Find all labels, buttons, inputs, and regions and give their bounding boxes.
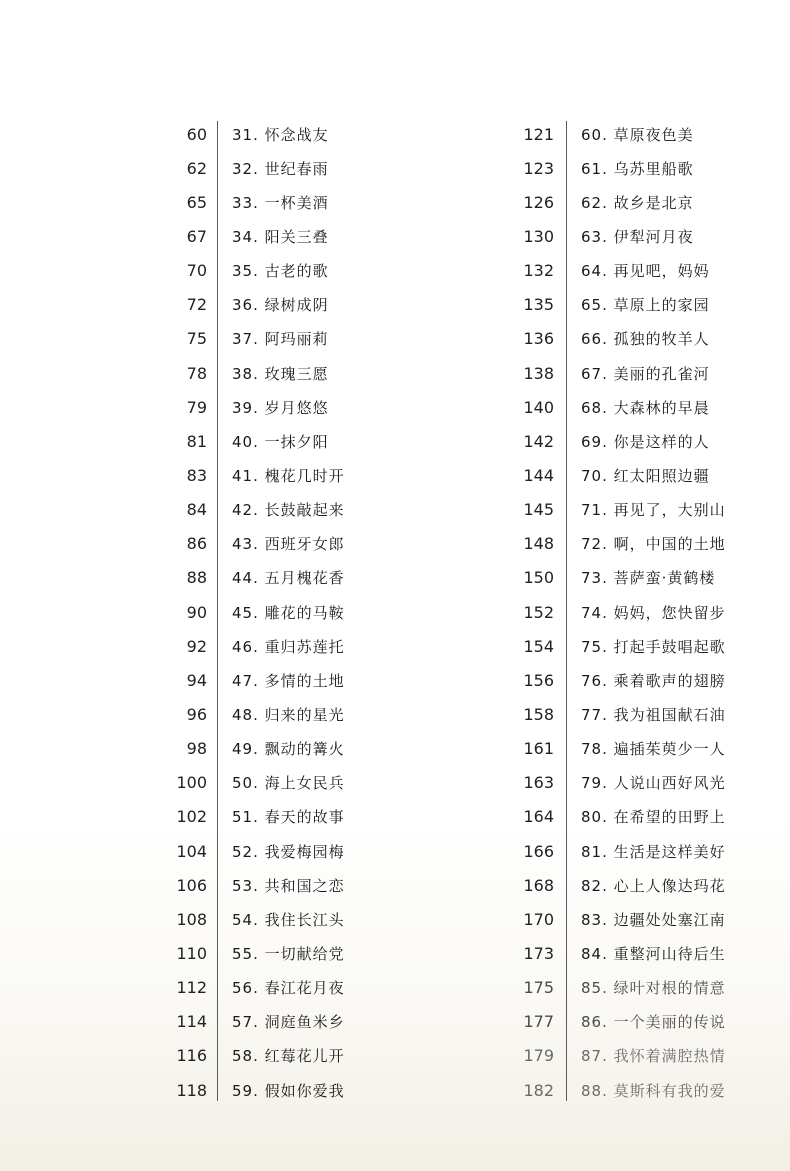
toc-entry [160,219,420,253]
song-title: 59. 假如你爱我 [232,1081,345,1100]
page-number: 140 [523,397,554,417]
song-title: 35. 古老的歌 [232,262,329,281]
page-number: 130 [523,226,554,246]
toc-entry [500,1039,760,1073]
song-title: 79. 人说山西好风光 [581,774,726,793]
song-title: 45. 雕花的马鞍 [232,603,345,622]
page-number: 92 [186,636,207,656]
page-number: 110 [176,943,207,963]
page-number: 78 [186,363,207,383]
song-title: 71. 再见了，大别山 [581,501,726,520]
song-title: 81. 生活是这样美好 [581,842,726,861]
song-title: 77. 我为祖国献石油 [581,705,726,724]
toc-entry [500,458,760,492]
song-title: 37. 阿玛丽莉 [232,330,329,349]
page-number: 161 [523,739,554,759]
toc-entry [500,663,760,697]
song-title: 67. 美丽的孔雀河 [581,364,710,383]
song-title: 39. 岁月悠悠 [232,398,329,417]
toc-entry [500,356,760,390]
page-number: 84 [186,500,207,520]
song-title: 34. 阳关三叠 [232,227,329,246]
toc-entry [160,185,420,219]
song-title: 38. 玫瑰三愿 [232,364,329,383]
song-title: 66. 孤独的牧羊人 [581,330,710,349]
song-title: 70. 红太阳照边疆 [581,466,710,485]
page-number: 102 [176,807,207,827]
toc-column-left [160,117,420,1107]
page-number: 166 [523,841,554,861]
toc-entry [500,595,760,629]
song-title: 63. 伊犁河月夜 [581,227,694,246]
song-title: 60. 草原夜色美 [581,125,694,144]
song-title: 55. 一切献给党 [232,944,345,963]
toc-entry [500,834,760,868]
page-number: 135 [523,295,554,315]
song-title: 56. 春江花月夜 [232,979,345,998]
page-number: 98 [186,739,207,759]
toc-entry [160,322,420,356]
page-number: 175 [523,978,554,998]
toc-entry [500,629,760,663]
page-number: 158 [523,704,554,724]
page-number: 96 [186,704,207,724]
toc-entry [160,561,420,595]
toc-entry [160,595,420,629]
page-number: 173 [523,943,554,963]
song-title: 61. 乌苏里船歌 [581,159,694,178]
page-number: 132 [523,261,554,281]
song-title: 69. 你是这样的人 [581,432,710,451]
toc-entry [160,971,420,1005]
song-title: 41. 槐花几时开 [232,466,345,485]
toc-entry [160,663,420,697]
page-number: 126 [523,192,554,212]
toc-entry [160,902,420,936]
song-title: 33. 一杯美酒 [232,193,329,212]
toc-entry [500,732,760,766]
song-title: 58. 红莓花儿开 [232,1047,345,1066]
toc-entry [160,151,420,185]
song-title: 85. 绿叶对根的情意 [581,979,726,998]
song-title: 47. 多情的土地 [232,671,345,690]
toc-entry [160,1039,420,1073]
page-number: 70 [186,261,207,281]
toc-entry [160,800,420,834]
toc-entry [500,424,760,458]
song-title: 57. 洞庭鱼米乡 [232,1013,345,1032]
page-number: 182 [523,1080,554,1100]
song-title: 46. 重归苏莲托 [232,637,345,656]
song-title: 88. 莫斯科有我的爱 [581,1081,726,1100]
toc-entry [160,834,420,868]
song-title: 54. 我住长江头 [232,910,345,929]
page-number: 62 [186,158,207,178]
page-number: 86 [186,534,207,554]
song-title: 74. 妈妈，您快留步 [581,603,726,622]
toc-entry [500,766,760,800]
toc-entry [500,117,760,151]
page-number: 79 [186,397,207,417]
toc-entry [500,902,760,936]
page-number: 148 [523,534,554,554]
song-title: 73. 菩萨蛮·黄鹤楼 [581,569,716,588]
song-title: 64. 再见吧，妈妈 [581,262,710,281]
page-number: 156 [523,670,554,690]
song-title: 76. 乘着歌声的翅膀 [581,671,726,690]
toc-entry [500,800,760,834]
toc-entry [500,868,760,902]
song-title: 51. 春天的故事 [232,808,345,827]
page-number: 142 [523,431,554,451]
toc-entry [500,254,760,288]
page-number: 75 [186,329,207,349]
page-number: 163 [523,773,554,793]
toc-entry [160,766,420,800]
toc-entry [500,1005,760,1039]
toc-entry [160,493,420,527]
column-divider [566,121,567,1101]
toc-entry [160,254,420,288]
toc-entry [160,117,420,151]
toc-entry [500,971,760,1005]
page-number: 94 [186,670,207,690]
page-number: 83 [186,465,207,485]
song-title: 31. 怀念战友 [232,125,329,144]
page-number: 67 [186,226,207,246]
page-number: 144 [523,465,554,485]
toc-entry [500,185,760,219]
song-title: 83. 边疆处处塞江南 [581,910,726,929]
page-number: 100 [176,773,207,793]
song-title: 62. 故乡是北京 [581,193,694,212]
page-number: 90 [186,602,207,622]
song-title: 49. 飘动的篝火 [232,740,345,759]
page-number: 145 [523,500,554,520]
page-number: 121 [523,124,554,144]
toc-entry [160,936,420,970]
song-title: 75. 打起手鼓唱起歌 [581,637,726,656]
toc-entry [160,697,420,731]
song-title: 86. 一个美丽的传说 [581,1013,726,1032]
song-title: 82. 心上人像达玛花 [581,876,726,895]
song-title: 78. 遍插茱萸少一人 [581,740,726,759]
song-title: 72. 啊，中国的土地 [581,535,726,554]
toc-entry [500,493,760,527]
toc-entry [500,151,760,185]
song-title: 44. 五月槐花香 [232,569,345,588]
page-number: 170 [523,909,554,929]
page-number: 138 [523,363,554,383]
toc-entry [500,288,760,322]
song-title: 32. 世纪春雨 [232,159,329,178]
toc-entry [160,356,420,390]
page-number: 118 [176,1080,207,1100]
song-title: 48. 归来的星光 [232,705,345,724]
page-number: 104 [176,841,207,861]
toc-entry [160,732,420,766]
song-title: 87. 我怀着满腔热情 [581,1047,726,1066]
page-number: 123 [523,158,554,178]
song-title: 84. 重整河山待后生 [581,944,726,963]
toc-entry [500,1073,760,1107]
toc-entry [500,322,760,356]
toc-entry [500,219,760,253]
page-number: 112 [176,978,207,998]
page-number: 154 [523,636,554,656]
song-title: 80. 在希望的田野上 [581,808,726,827]
page-number: 150 [523,568,554,588]
page-number: 106 [176,875,207,895]
toc-entry [160,390,420,424]
page-number: 114 [176,1012,207,1032]
page-number: 88 [186,568,207,588]
page-number: 72 [186,295,207,315]
page-number: 168 [523,875,554,895]
page-number: 164 [523,807,554,827]
page-number: 179 [523,1046,554,1066]
toc-column-right [500,117,760,1107]
page-number: 136 [523,329,554,349]
toc-entry [500,561,760,595]
page-number: 152 [523,602,554,622]
toc-entry [500,697,760,731]
toc-entry [160,868,420,902]
page-number: 65 [186,192,207,212]
song-title: 36. 绿树成阴 [232,296,329,315]
page-number: 81 [186,431,207,451]
page-number: 177 [523,1012,554,1032]
song-title: 65. 草原上的家园 [581,296,710,315]
song-title: 52. 我爱梅园梅 [232,842,345,861]
toc-entry [160,288,420,322]
toc-entry [500,936,760,970]
toc-entry [500,527,760,561]
song-title: 43. 西班牙女郎 [232,535,345,554]
toc-entry [160,527,420,561]
toc-entry [160,424,420,458]
page-number: 116 [176,1046,207,1066]
toc-entry [160,1005,420,1039]
toc-entry [160,1073,420,1107]
song-title: 53. 共和国之恋 [232,876,345,895]
song-title: 68. 大森林的早晨 [581,398,710,417]
song-title: 50. 海上女民兵 [232,774,345,793]
page-number: 60 [186,124,207,144]
song-title: 42. 长鼓敲起来 [232,501,345,520]
toc-entry [160,629,420,663]
toc-entry [160,458,420,492]
page-number: 108 [176,909,207,929]
column-divider [217,121,218,1101]
toc-entry [500,390,760,424]
song-title: 40. 一抹夕阳 [232,432,329,451]
